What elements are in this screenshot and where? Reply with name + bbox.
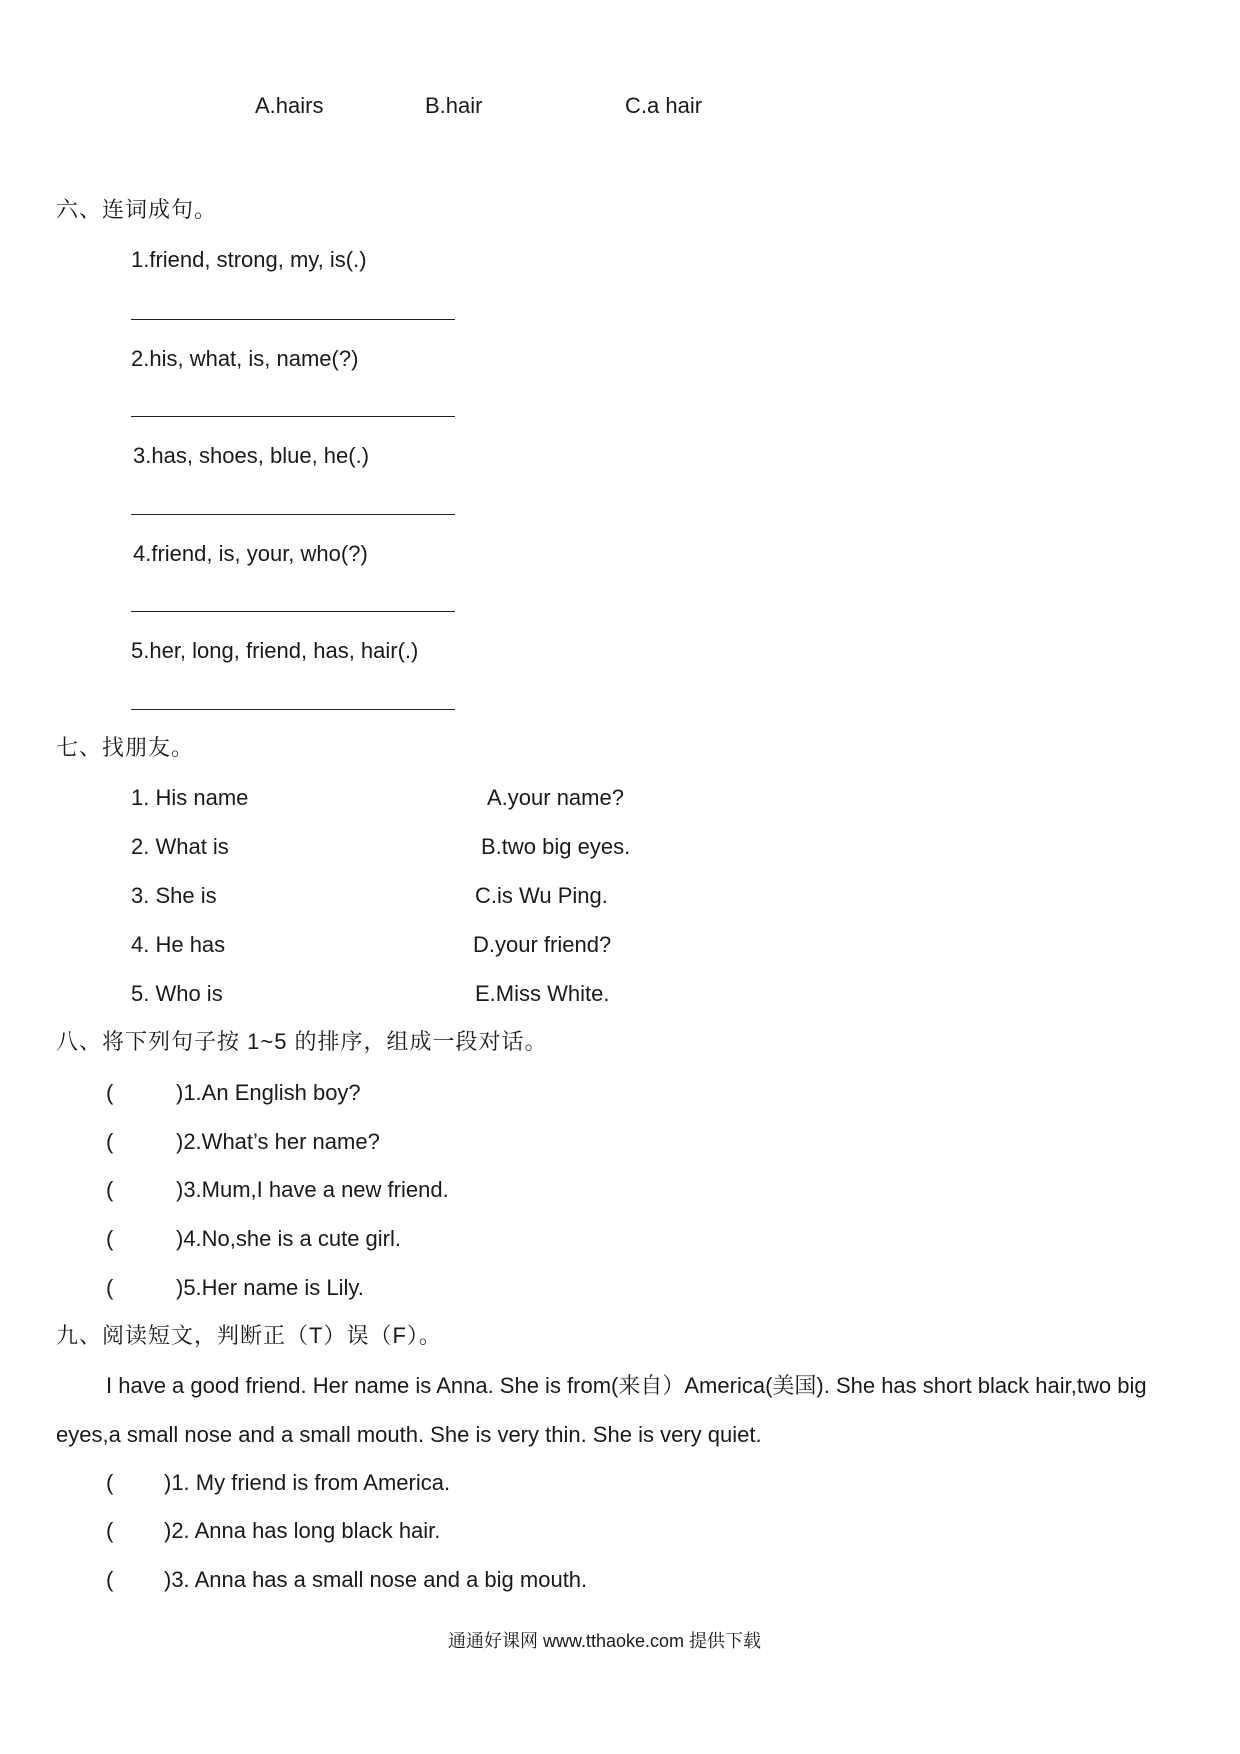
match-right-d: D.your friend?	[473, 932, 612, 957]
passage-text: I have a good friend. Her name is Anna. She is from(来自）America(美国). She has short black hair,two big eyes,a small nose and a small mouth. She is very thin. She is very quiet.	[56, 1373, 1147, 1447]
order-paren-5: (	[106, 1275, 114, 1300]
section7-heading: 七、找朋友。	[56, 735, 195, 760]
order-item-4: )4.No,she is a cute girl.	[176, 1226, 401, 1251]
section6-item-4: 4.friend, is, your, who(?)	[133, 541, 368, 566]
page-footer: 通通好课网 www.tthaoke.com 提供下载	[448, 1631, 762, 1651]
order-item-2: )2.What’s her name?	[176, 1129, 380, 1154]
order-item-5: )5.Her name is Lily.	[176, 1275, 364, 1300]
order-paren-3: (	[106, 1177, 114, 1202]
match-left-1: 1. His name	[131, 785, 249, 810]
match-right-e: E.Miss White.	[475, 981, 610, 1006]
answer-line-3	[131, 514, 455, 515]
section6-item-3: 3.has, shoes, blue, he(.)	[133, 443, 370, 468]
reading-passage	[56, 1361, 1176, 1459]
section6-heading: 六、连词成句。	[56, 197, 218, 222]
answer-line-2	[131, 416, 455, 417]
answer-line-5	[131, 709, 455, 710]
tf-item-3: )3. Anna has a small nose and a big mouth.	[164, 1567, 588, 1592]
section8-heading: 八、将下列句子按 1~5 的排序，组成一段对话。	[56, 1029, 548, 1054]
q5-option-c: C.a hair	[625, 93, 703, 118]
match-right-a: A.your name?	[487, 785, 624, 810]
order-item-1: )1.An English boy?	[176, 1080, 361, 1105]
section9-heading: 九、阅读短文，判断正（T）误（F）。	[56, 1323, 442, 1348]
order-paren-1: (	[106, 1080, 114, 1105]
answer-line-1	[131, 319, 455, 320]
q5-option-a: A.hairs	[255, 93, 324, 118]
tf-item-1: )1. My friend is from America.	[164, 1470, 451, 1495]
section6-item-2: 2.his, what, is, name(?)	[131, 346, 359, 371]
order-paren-2: (	[106, 1129, 114, 1154]
answer-line-4	[131, 611, 455, 612]
tf-paren-2: (	[106, 1518, 114, 1543]
section6-item-1: 1.friend, strong, my, is(.)	[131, 247, 367, 272]
match-right-c: C.is Wu Ping.	[475, 883, 608, 908]
match-left-2: 2. What is	[131, 834, 229, 859]
match-right-b: B.two big eyes.	[481, 834, 631, 859]
q5-option-b: B.hair	[425, 93, 483, 118]
order-paren-4: (	[106, 1226, 114, 1251]
tf-paren-3: (	[106, 1567, 114, 1592]
order-item-3: )3.Mum,I have a new friend.	[176, 1177, 449, 1202]
match-left-5: 5. Who is	[131, 981, 223, 1006]
tf-paren-1: (	[106, 1470, 114, 1495]
match-left-4: 4. He has	[131, 932, 226, 957]
tf-item-2: )2. Anna has long black hair.	[164, 1518, 441, 1543]
section6-item-5: 5.her, long, friend, has, hair(.)	[131, 638, 419, 663]
match-left-3: 3. She is	[131, 883, 217, 908]
